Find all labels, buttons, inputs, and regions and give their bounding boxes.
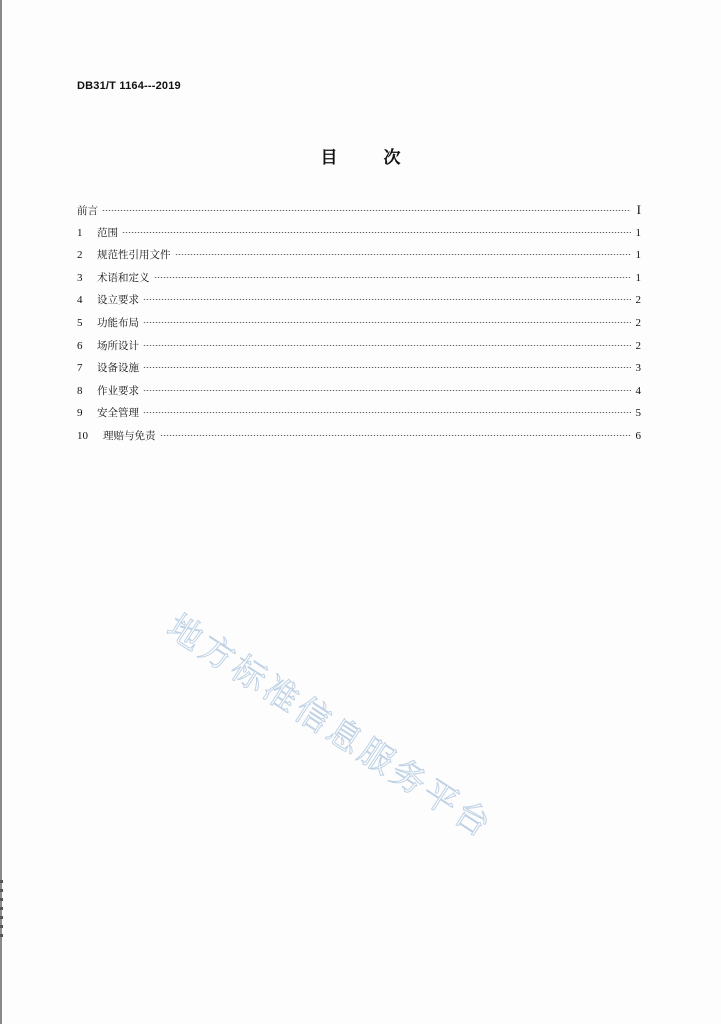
- toc-entry-8[interactable]: [77, 384, 641, 407]
- toc-leader-dots: [154, 277, 632, 278]
- toc-leader-dots: [143, 367, 631, 368]
- toc-entry-page: 1: [635, 271, 641, 284]
- toc-title: [0, 143, 721, 168]
- toc-entry-10[interactable]: [77, 429, 641, 452]
- toc-entry-label: 理赔与免责: [103, 429, 156, 442]
- toc-entry-4[interactable]: [77, 293, 641, 316]
- toc-entry-number: 10: [77, 429, 88, 442]
- toc-title-char-1: 目: [320, 148, 338, 168]
- toc-entry-number: 9: [77, 407, 83, 420]
- toc-entry-page: 5: [635, 407, 641, 420]
- toc-list: [77, 203, 641, 452]
- toc-entry-number: 6: [77, 339, 83, 352]
- toc-entry-number: 2: [77, 249, 83, 262]
- toc-entry-label: 设立要求: [97, 294, 139, 307]
- toc-entry-5[interactable]: [77, 316, 641, 339]
- toc-entry-number: 3: [77, 271, 83, 284]
- toc-entry-number: 4: [77, 294, 83, 307]
- standard-code: DB31/T 1164---2019: [77, 80, 181, 92]
- toc-entry-1[interactable]: [77, 226, 641, 249]
- toc-entry-label: 场所设计: [97, 339, 139, 352]
- toc-leader-dots: [143, 322, 631, 323]
- toc-entry-page: 3: [635, 362, 641, 375]
- toc-entry-page: 1: [635, 226, 641, 239]
- toc-title-char-2: 次: [383, 148, 401, 168]
- toc-entry-number: 5: [77, 316, 83, 329]
- toc-entry-number: 1: [77, 226, 83, 239]
- toc-entry-9[interactable]: [77, 406, 641, 429]
- toc-leader-dots: [143, 345, 631, 346]
- toc-entry-label: 术语和定义: [97, 271, 150, 284]
- toc-entry-page: 2: [635, 316, 641, 329]
- toc-leader-dots: [102, 210, 631, 211]
- toc-entry-page: 6: [635, 429, 641, 442]
- watermark-text: 地方标准信息服务平台: [159, 606, 501, 848]
- toc-entry-number: 8: [77, 384, 83, 397]
- toc-entry-7[interactable]: [77, 361, 641, 384]
- toc-entry-page: I: [636, 202, 641, 217]
- toc-entry-page: 1: [635, 249, 641, 262]
- toc-entry-label: 范围: [97, 226, 118, 239]
- toc-entry-foreword[interactable]: [77, 203, 641, 226]
- toc-entry-label: 前言: [77, 205, 98, 217]
- toc-entry-label: 作业要求: [97, 384, 139, 397]
- toc-leader-dots: [175, 254, 632, 255]
- toc-entry-page: 2: [635, 294, 641, 307]
- toc-entry-number: 7: [77, 362, 83, 375]
- toc-leader-dots: [143, 390, 631, 391]
- toc-entry-page: 4: [635, 384, 641, 397]
- toc-entry-label: 设备设施: [97, 362, 139, 375]
- toc-leader-dots: [143, 412, 631, 413]
- toc-leader-dots: [122, 232, 631, 233]
- toc-entry-page: 2: [635, 339, 641, 352]
- toc-entry-label: 规范性引用文件: [97, 249, 171, 262]
- page-edge-marks: [0, 880, 3, 940]
- toc-entry-3[interactable]: [77, 271, 641, 294]
- toc-leader-dots: [160, 435, 632, 436]
- toc-entry-label: 功能布局: [97, 316, 139, 329]
- toc-entry-label: 安全管理: [97, 407, 139, 420]
- toc-leader-dots: [143, 299, 631, 300]
- toc-entry-2[interactable]: [77, 248, 641, 271]
- toc-entry-6[interactable]: [77, 339, 641, 362]
